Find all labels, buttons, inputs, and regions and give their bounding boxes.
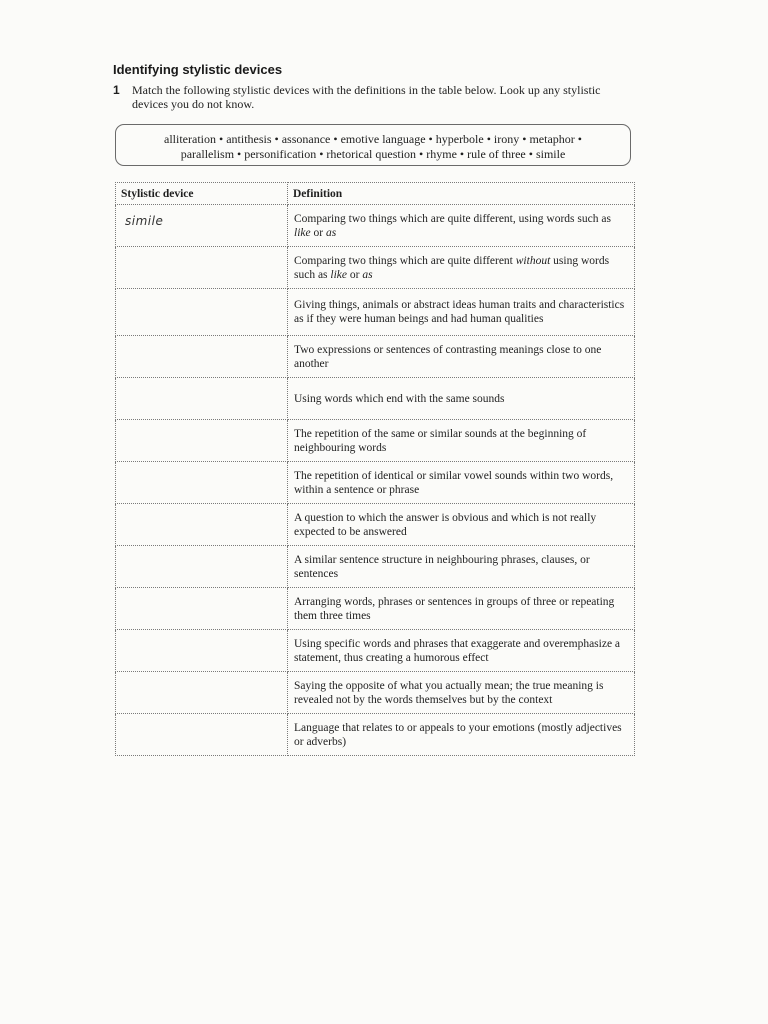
table-row (116, 205, 635, 247)
definition-cell: A question to which the answer is obvious and which is not really expected to be answered (288, 504, 635, 546)
answer-cell[interactable] (116, 546, 288, 588)
word-box (115, 124, 631, 166)
table-row (116, 336, 635, 378)
answer-cell[interactable] (116, 714, 288, 756)
answer-cell[interactable] (116, 205, 288, 247)
answer-cell[interactable] (116, 462, 288, 504)
table-header-row (116, 183, 635, 205)
table-row (116, 420, 635, 462)
handwritten-answer: simile (125, 214, 164, 228)
word-list (116, 132, 630, 162)
definition-cell: Arranging words, phrases or sentences in groups of three or repeating them three times (288, 588, 635, 630)
table-row (116, 588, 635, 630)
table-row (116, 378, 635, 420)
table-row (116, 289, 635, 336)
table-row (116, 546, 635, 588)
word-list-line-2: parallelism • personification • rhetorical question • rhyme • rule of three • simile (180, 147, 566, 161)
exercise-number: 1 (113, 83, 120, 97)
word-list-line-1: alliteration • antithesis • assonance • emotive language • hyperbole • irony • metaphor • (164, 132, 582, 146)
definition-cell: The repetition of the same or similar sounds at the beginning of neighbouring words (288, 420, 635, 462)
definition-cell: The repetition of identical or similar vowel sounds within two words, within a sentence or phrase (288, 462, 635, 504)
definition-cell: Saying the opposite of what you actually mean; the true meaning is revealed not by the words themselves but by the context (288, 672, 635, 714)
definition-cell: Using specific words and phrases that exaggerate and overemphasize a statement, thus creating a humorous effect (288, 630, 635, 672)
answer-cell[interactable] (116, 588, 288, 630)
table-row (116, 247, 635, 289)
definition-cell: Giving things, animals or abstract ideas human traits and characteristics as if they were human beings and had human qualities (288, 289, 635, 336)
definition-cell: A similar sentence structure in neighbouring phrases, clauses, or sentences (288, 546, 635, 588)
devices-table (115, 182, 635, 756)
answer-cell[interactable] (116, 378, 288, 420)
answer-cell[interactable] (116, 672, 288, 714)
table-row (116, 504, 635, 546)
definition-cell: Using words which end with the same sounds (288, 378, 635, 420)
definition-cell: Two expressions or sentences of contrasting meanings close to one another (288, 336, 635, 378)
table-row (116, 714, 635, 756)
definition-cell: Comparing two things which are quite different, using words such as like or as (288, 205, 635, 247)
answer-cell[interactable] (116, 247, 288, 289)
header-definition: Definition (288, 183, 635, 205)
answer-cell[interactable] (116, 336, 288, 378)
answer-cell[interactable] (116, 289, 288, 336)
table-body (116, 205, 635, 756)
table-row (116, 672, 635, 714)
header-stylistic-device: Stylistic device (116, 183, 288, 205)
definition-cell: Language that relates to or appeals to your emotions (mostly adjectives or adverbs) (288, 714, 635, 756)
instruction-text: Match the following stylistic devices with the definitions in the table below. Look up any stylistic devices you do not know. (132, 83, 601, 111)
table-row (116, 462, 635, 504)
table-row (116, 630, 635, 672)
answer-cell[interactable] (116, 630, 288, 672)
section-heading: Identifying stylistic devices (113, 62, 283, 77)
answer-cell[interactable] (116, 420, 288, 462)
answer-cell[interactable] (116, 504, 288, 546)
definition-cell: Comparing two things which are quite different without using words such as like or as (288, 247, 635, 289)
